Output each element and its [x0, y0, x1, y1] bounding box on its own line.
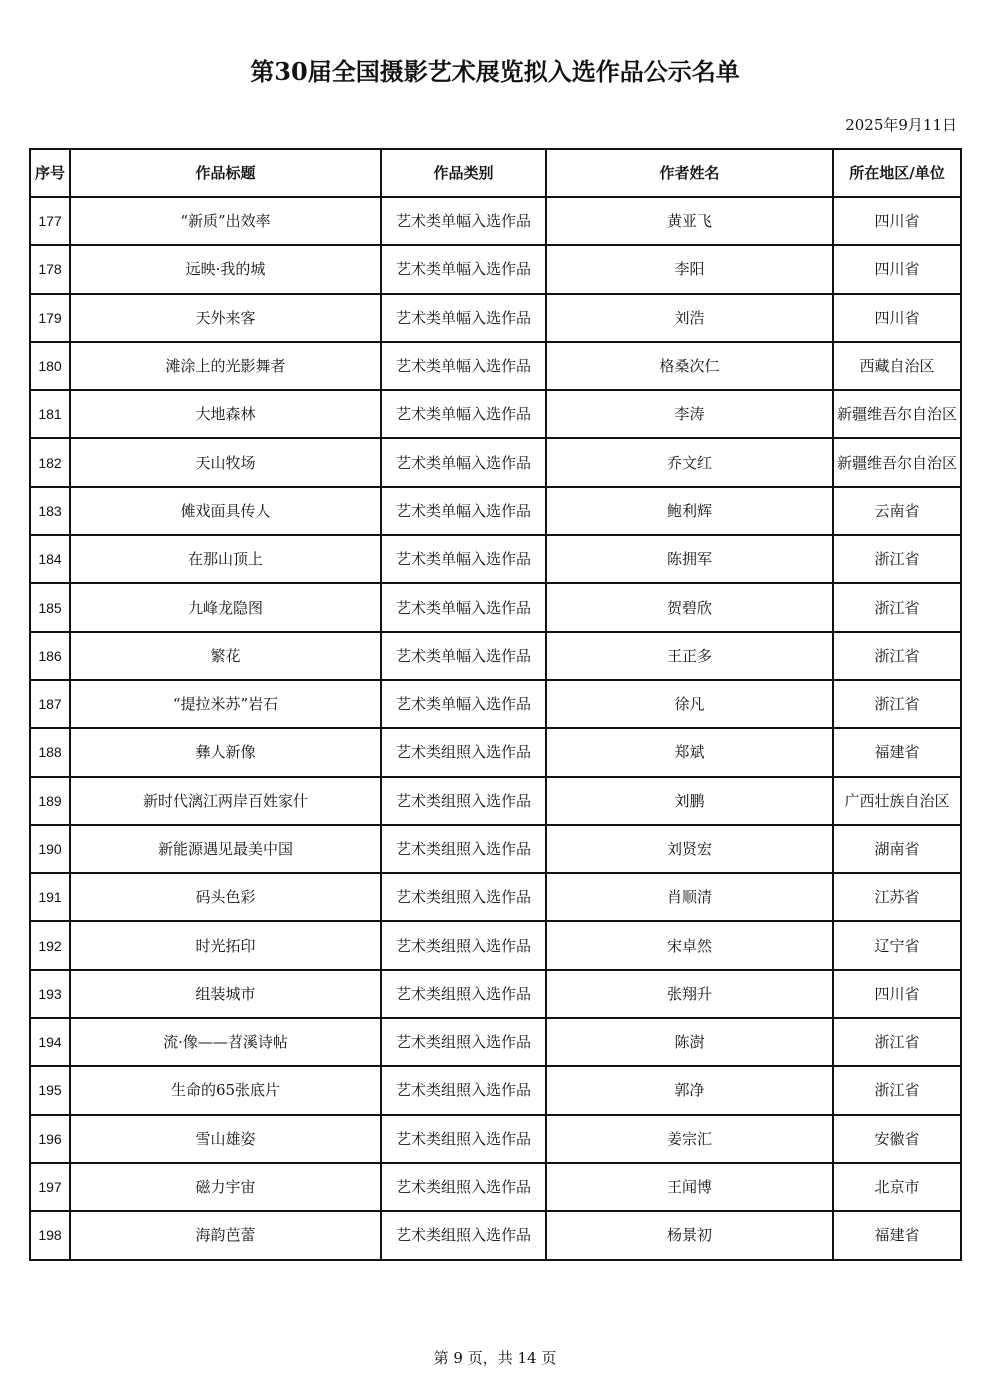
cell-number: 181 [30, 390, 70, 438]
cell-author: 姜宗汇 [546, 1115, 833, 1163]
cell-region: 安徽省 [833, 1115, 961, 1163]
cell-title: 彝人新像 [70, 728, 381, 776]
cell-author: 黄亚飞 [546, 197, 833, 245]
cell-title: 繁花 [70, 632, 381, 680]
cell-region: 江苏省 [833, 873, 961, 921]
cell-category: 艺术类组照入选作品 [381, 1211, 546, 1259]
cell-title: 九峰龙隐图 [70, 583, 381, 631]
cell-number: 190 [30, 825, 70, 873]
cell-title: 在那山顶上 [70, 535, 381, 583]
cell-author: 刘浩 [546, 294, 833, 342]
cell-author: 王闻博 [546, 1163, 833, 1211]
cell-number: 198 [30, 1211, 70, 1259]
table-row [30, 245, 961, 293]
cell-number: 189 [30, 777, 70, 825]
cell-author: 格桑次仁 [546, 342, 833, 390]
results-table [29, 148, 962, 1261]
table-row [30, 1066, 961, 1114]
cell-number: 185 [30, 583, 70, 631]
cell-number: 196 [30, 1115, 70, 1163]
cell-author: 杨景初 [546, 1211, 833, 1259]
col-header-author: 作者姓名 [546, 149, 833, 197]
cell-author: 陈拥军 [546, 535, 833, 583]
cell-author: 刘鹏 [546, 777, 833, 825]
table-row [30, 294, 961, 342]
cell-category: 艺术类单幅入选作品 [381, 294, 546, 342]
cell-author: 乔文红 [546, 438, 833, 486]
cell-region: 云南省 [833, 487, 961, 535]
cell-author: 肖顺清 [546, 873, 833, 921]
cell-region: 新疆维吾尔自治区 [833, 438, 961, 486]
cell-title: 傩戏面具传人 [70, 487, 381, 535]
cell-number: 191 [30, 873, 70, 921]
cell-title: 远映·我的城 [70, 245, 381, 293]
cell-title: 磁力宇宙 [70, 1163, 381, 1211]
cell-category: 艺术类组照入选作品 [381, 728, 546, 776]
cell-number: 193 [30, 970, 70, 1018]
table-row [30, 342, 961, 390]
cell-region: 浙江省 [833, 583, 961, 631]
table-row [30, 1211, 961, 1259]
cell-category: 艺术类单幅入选作品 [381, 583, 546, 631]
cell-category: 艺术类单幅入选作品 [381, 197, 546, 245]
table-row [30, 680, 961, 728]
cell-title: “新质”出效率 [70, 197, 381, 245]
cell-number: 180 [30, 342, 70, 390]
cell-author: 刘贤宏 [546, 825, 833, 873]
cell-region: 西藏自治区 [833, 342, 961, 390]
cell-category: 艺术类单幅入选作品 [381, 680, 546, 728]
table-row [30, 1115, 961, 1163]
cell-title: 新能源遇见最美中国 [70, 825, 381, 873]
table-row [30, 728, 961, 776]
cell-author: 李涛 [546, 390, 833, 438]
cell-region: 四川省 [833, 970, 961, 1018]
cell-category: 艺术类组照入选作品 [381, 1066, 546, 1114]
cell-number: 188 [30, 728, 70, 776]
cell-category: 艺术类单幅入选作品 [381, 487, 546, 535]
cell-title: 时光拓印 [70, 921, 381, 969]
cell-category: 艺术类组照入选作品 [381, 921, 546, 969]
cell-region: 四川省 [833, 197, 961, 245]
table-row [30, 777, 961, 825]
cell-author: 郑斌 [546, 728, 833, 776]
cell-title: 流·像——苕溪诗帖 [70, 1018, 381, 1066]
cell-category: 艺术类单幅入选作品 [381, 535, 546, 583]
table-row [30, 1163, 961, 1211]
cell-title: 滩涂上的光影舞者 [70, 342, 381, 390]
cell-category: 艺术类组照入选作品 [381, 1018, 546, 1066]
cell-region: 新疆维吾尔自治区 [833, 390, 961, 438]
cell-region: 辽宁省 [833, 921, 961, 969]
cell-category: 艺术类组照入选作品 [381, 873, 546, 921]
cell-author: 李阳 [546, 245, 833, 293]
cell-category: 艺术类组照入选作品 [381, 1115, 546, 1163]
cell-author: 郭净 [546, 1066, 833, 1114]
table-row [30, 438, 961, 486]
table-row [30, 825, 961, 873]
table-row [30, 197, 961, 245]
cell-author: 王正多 [546, 632, 833, 680]
cell-number: 187 [30, 680, 70, 728]
cell-author: 宋卓然 [546, 921, 833, 969]
cell-number: 178 [30, 245, 70, 293]
table-row [30, 535, 961, 583]
cell-author: 鲍利辉 [546, 487, 833, 535]
table-header-row [30, 149, 961, 197]
cell-number: 192 [30, 921, 70, 969]
table-row [30, 632, 961, 680]
cell-category: 艺术类单幅入选作品 [381, 632, 546, 680]
cell-number: 177 [30, 197, 70, 245]
cell-region: 湖南省 [833, 825, 961, 873]
cell-number: 182 [30, 438, 70, 486]
cell-title: 天山牧场 [70, 438, 381, 486]
cell-number: 184 [30, 535, 70, 583]
cell-region: 浙江省 [833, 632, 961, 680]
cell-number: 195 [30, 1066, 70, 1114]
cell-category: 艺术类单幅入选作品 [381, 438, 546, 486]
cell-title: “提拉米苏”岩石 [70, 680, 381, 728]
cell-category: 艺术类单幅入选作品 [381, 342, 546, 390]
page-footer: 第 9 页，共 14 页 [433, 1349, 557, 1367]
table-row [30, 1018, 961, 1066]
cell-region: 福建省 [833, 1211, 961, 1259]
cell-region: 浙江省 [833, 680, 961, 728]
cell-category: 艺术类单幅入选作品 [381, 245, 546, 293]
cell-category: 艺术类组照入选作品 [381, 777, 546, 825]
cell-category: 艺术类组照入选作品 [381, 1163, 546, 1211]
cell-author: 张翔升 [546, 970, 833, 1018]
cell-title: 海韵芭蕾 [70, 1211, 381, 1259]
col-header-category: 作品类别 [381, 149, 546, 197]
cell-number: 179 [30, 294, 70, 342]
cell-number: 194 [30, 1018, 70, 1066]
cell-title: 生命的65张底片 [70, 1066, 381, 1114]
cell-region: 福建省 [833, 728, 961, 776]
table-row [30, 873, 961, 921]
cell-region: 四川省 [833, 245, 961, 293]
cell-title: 天外来客 [70, 294, 381, 342]
col-header-number: 序号 [30, 149, 70, 197]
cell-region: 浙江省 [833, 535, 961, 583]
table-row [30, 583, 961, 631]
cell-number: 197 [30, 1163, 70, 1211]
table-row [30, 390, 961, 438]
cell-category: 艺术类单幅入选作品 [381, 390, 546, 438]
cell-region: 北京市 [833, 1163, 961, 1211]
cell-author: 徐凡 [546, 680, 833, 728]
cell-region: 浙江省 [833, 1018, 961, 1066]
page-title: 第30届全国摄影艺术展览拟入选作品公示名单 [250, 57, 740, 86]
cell-category: 艺术类组照入选作品 [381, 970, 546, 1018]
cell-author: 陈澍 [546, 1018, 833, 1066]
cell-title: 码头色彩 [70, 873, 381, 921]
cell-author: 贺碧欣 [546, 583, 833, 631]
cell-title: 大地森林 [70, 390, 381, 438]
col-header-region: 所在地区/单位 [833, 149, 961, 197]
table-row [30, 921, 961, 969]
cell-number: 183 [30, 487, 70, 535]
table-row [30, 970, 961, 1018]
col-header-title: 作品标题 [70, 149, 381, 197]
cell-title: 雪山雄姿 [70, 1115, 381, 1163]
cell-number: 186 [30, 632, 70, 680]
publish-date: 2025年9月11日 [845, 116, 957, 134]
cell-region: 广西壮族自治区 [833, 777, 961, 825]
cell-region: 浙江省 [833, 1066, 961, 1114]
cell-title: 新时代漓江两岸百姓家什 [70, 777, 381, 825]
cell-title: 组装城市 [70, 970, 381, 1018]
cell-region: 四川省 [833, 294, 961, 342]
cell-category: 艺术类组照入选作品 [381, 825, 546, 873]
table-row [30, 487, 961, 535]
